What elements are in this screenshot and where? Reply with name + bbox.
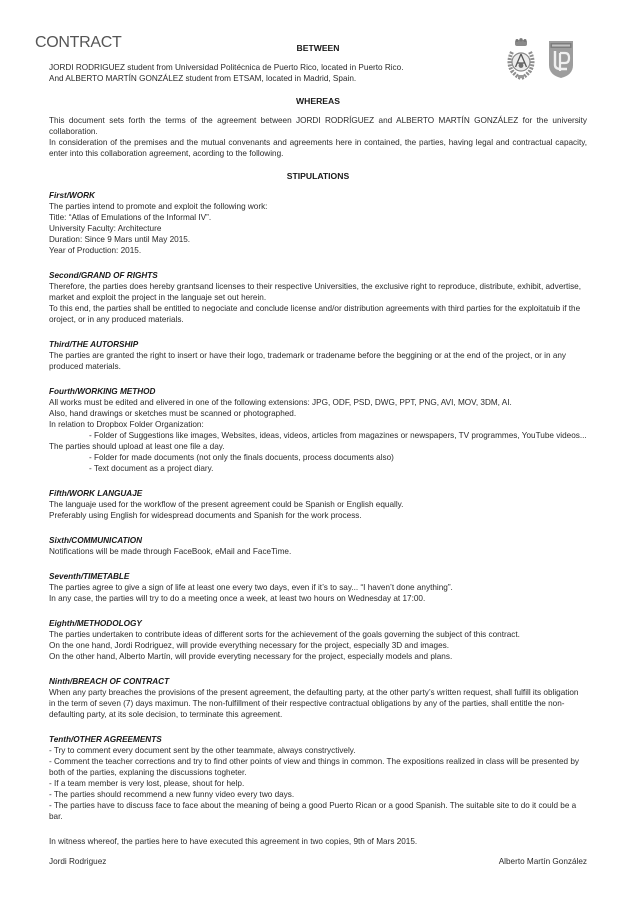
clause-ninth (49, 676, 587, 720)
clause-title: Second/GRAND OF RIGHTS (49, 271, 158, 280)
clause-first (49, 190, 587, 256)
clause-title: Seventh/TIMETABLE (49, 572, 130, 581)
agreement-item: - If a team member is very lost, please, shout for help. (49, 779, 245, 788)
between-heading: BETWEEN (296, 43, 340, 53)
clause-title: Sixth/COMMUNICATION (49, 536, 143, 545)
clause-line: To this end, the parties shall be entitled to negociate and conclude license and/or distribution agreements with third parties for the exploitatuib if the oroject, or in any produced materials. (49, 304, 581, 324)
clause-line: On the one hand, Jordi Rodriguez, will provide everything necessary for the project, especially 3D and images. (49, 641, 450, 650)
clause-line: When any party breaches the provisions of the present agreement, the defaulting party, at the other party’s written request, shall fulfill its obligation in the term of seven (7) days maximun. The non-fulfillment of their respective contractual obligations by any of the parties, shall entitle the non-defaulting party, at its sole decision, to terminate this agreement. (49, 688, 579, 719)
folder-item: - Text document as a project diary. (89, 464, 214, 473)
clause-second (49, 270, 587, 325)
folder-item: - Folder for made documents (not only the finals docuents, process documents also) (89, 453, 394, 462)
clause-line: Duration: Since 9 Mars until May 2015. (49, 235, 191, 244)
contract-body (49, 43, 587, 867)
clause-title: Eighth/METHODOLOGY (49, 619, 142, 628)
clause-third (49, 339, 587, 372)
whereas-heading: WHEREAS (296, 96, 340, 106)
clause-title: Tenth/OTHER AGREEMENTS (49, 735, 162, 744)
clause-line: Also, hand drawings or sketches must be scanned or photographed. (49, 409, 297, 418)
clause-sixth (49, 535, 587, 557)
clause-title: Fifth/WORK LANGUAJE (49, 489, 143, 498)
clause-title: Fourth/WORKING METHOD (49, 387, 156, 396)
parties-block (49, 62, 587, 84)
stipulations-heading: STIPULATIONS (286, 171, 350, 181)
clause-line: Therefore, the parties does hereby grantsand licenses to their respective Universities, the exclusive right to reproduce, distribute, exhibit, advertise, market and exploit the project in the languaje set out herein. (49, 282, 582, 302)
agreement-item: - The parties have to discuss face to face about the meaning of being a good Puerto Rican or a good Spanish. The suitable site to do it could be a bar. (49, 801, 577, 821)
clause-title: Ninth/BREACH OF CONTRACT (49, 677, 170, 686)
clause-seventh (49, 571, 587, 604)
clause-title: Third/THE AUTORSHIP (49, 340, 139, 349)
clause-line: On the other hand, Alberto Martín, will provide everyting necessary for the project, especially models and plans. (49, 652, 453, 661)
whereas-block (49, 115, 587, 159)
clause-line: Preferably using English for widespread documents and Spanish for the work process. (49, 511, 362, 520)
clause-fourth (49, 386, 587, 474)
clause-tenth (49, 734, 587, 822)
clause-title: First/WORK (49, 191, 95, 200)
document-title: CONTRACT (35, 34, 122, 51)
whereas-paragraph: In consideration of the premises and the mutual convenants and agreements here in contained, the parties, having legal and contractual capacity, enter into this collaboration agreement, acording to the following. (49, 138, 587, 158)
clause-line: In any case, the parties will try to do a meeting once a week, at least two hours on Wednesday at 17:00. (49, 594, 426, 603)
agreement-item: - The parties should recommend a new funny video every two days. (49, 790, 295, 799)
folder-item: - Folder of Suggestions like images, Websites, ideas, videos, articles from magazines or newspapers, TV programmes, YouTube videos... The parties should upload at least one file a day. (49, 431, 587, 451)
witness-statement: In witness whereof, the parties here to have executed this agreement in two copies, 9th of Mars 2015. (49, 837, 418, 846)
signatures (49, 856, 587, 867)
clause-line: The parties intend to promote and exploit the following work: (49, 202, 268, 211)
whereas-paragraph: This document sets forth the terms of the agreement between JORDI RODRÍGUEZ and ALBERTO MARTÍN GONZÁLEZ for the university collaboration. (49, 116, 587, 136)
clause-line: Title: “Atlas of Emulations of the Informal IV”. (49, 213, 212, 222)
signature-right: Alberto Martín González (498, 857, 587, 866)
clause-line: Notifications will be made through FaceBook, eMail and FaceTime. (49, 547, 292, 556)
clause-eighth (49, 618, 587, 662)
clause-line: In relation to Dropbox Folder Organization: (49, 420, 204, 429)
clause-line: The parties undertaken to contribute ideas of different sorts for the achievement of the goals governing the subject of this contract. (49, 630, 520, 639)
agreement-item: - Try to comment every document sent by the other teammate, always constryctively. (49, 746, 356, 755)
clause-fifth (49, 488, 587, 521)
clause-line: The languaje used for the workflow of the present agreement could be Spanish or English equally. (49, 500, 404, 509)
party-line: JORDI RODRIGUEZ student from Universidad Politécnica de Puerto Rico, located in Puerto Rico. (49, 63, 404, 72)
agreement-item: - Comment the teacher corrections and try to find other points of view and things in common. The expositions realized in class will be presented by both of the parties, explaning the discussions togheter. (49, 757, 580, 777)
signature-left: Jordi Rodriguez (49, 857, 107, 866)
party-line: And ALBERTO MARTÍN GONZÁLEZ student from ETSAM, located in Madrid, Spain. (49, 74, 357, 83)
clause-line: The parties are granted the right to insert or have their logo, trademark or tradename before the beggining or at the end of the project, or in any produced materials. (49, 351, 567, 371)
clause-line: Year of Production: 2015. (49, 246, 142, 255)
clause-line: University Faculty: Architecture (49, 224, 162, 233)
clause-line: All works must be edited and elivered in one of the following extensions: JPG, ODF, PSD, DWG, PPT, PNG, AVI, MOV, 3DM, AI. (49, 398, 512, 407)
clause-line: The parties agree to give a sign of life at least one every two days, even if it’s to say... “I haven’t done anything”. (49, 583, 453, 592)
